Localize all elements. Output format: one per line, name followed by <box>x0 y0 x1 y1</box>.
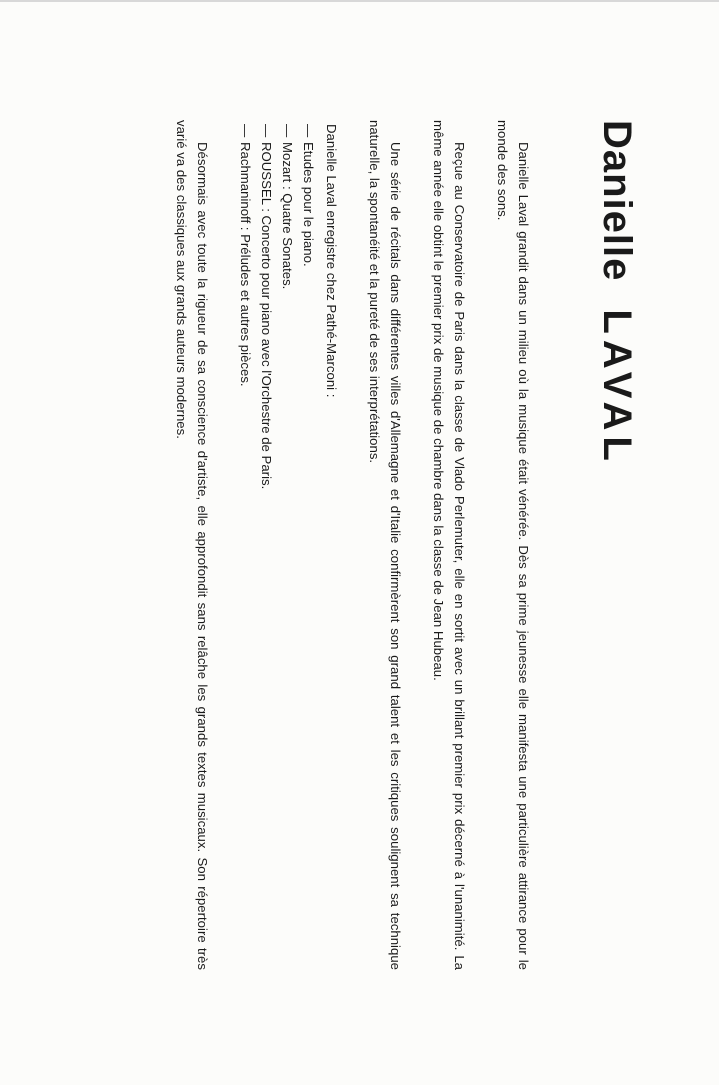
list-item: —Rachmaninoff : Préludes et autres pièces. <box>238 124 253 387</box>
list-item: —Etudes pour le piano. <box>301 124 316 267</box>
list-item: —Mozart : Quatre Sonates. <box>280 124 295 290</box>
paragraph-intro: Danielle Laval grandit dans un milieu où la musique était vénérée. Dès sa prime jeunesse elle manifesta une particulière attirance pour le monde des sons. <box>495 120 531 970</box>
paragraph-conservatoire: Reçue au Conservatoire de Paris dans la classe de Vlado Perlemuter, elle en sortit avec un brillant premier prix décerné à l'unanimité. La même année elle obtint le premier prix de musique de chambre dans la classe de Jean Hubeau. <box>431 120 467 970</box>
page-title <box>594 120 640 970</box>
paragraph-recitals: Une série de récitals dans différentes villes d'Allemagne et d'Italie confirmèrent son grand talent et les critiques soulignent sa technique naturelle, la spontanéité et la pureté de ses interprétations. <box>367 120 403 970</box>
title-first-name: Danielle <box>595 120 639 282</box>
rotated-text-block <box>149 120 640 970</box>
list-item: —ROUSSEL : Concerto pour piano avec l'Orchestre de Paris. <box>259 124 274 490</box>
scan-edge <box>0 0 719 2</box>
paragraph-closing: Désormais avec toute la rigueur de sa conscience d'artiste, elle approfondit sans relâche les grands textes musicaux. Son répertoire très varié va des classiques aux grands auteurs modernes. <box>174 120 210 970</box>
recordings-list <box>235 120 342 970</box>
title-last-name: LAVAL <box>595 309 639 467</box>
recordings-intro: Danielle Laval enregistre chez Pathé-Marconi : <box>324 124 339 398</box>
